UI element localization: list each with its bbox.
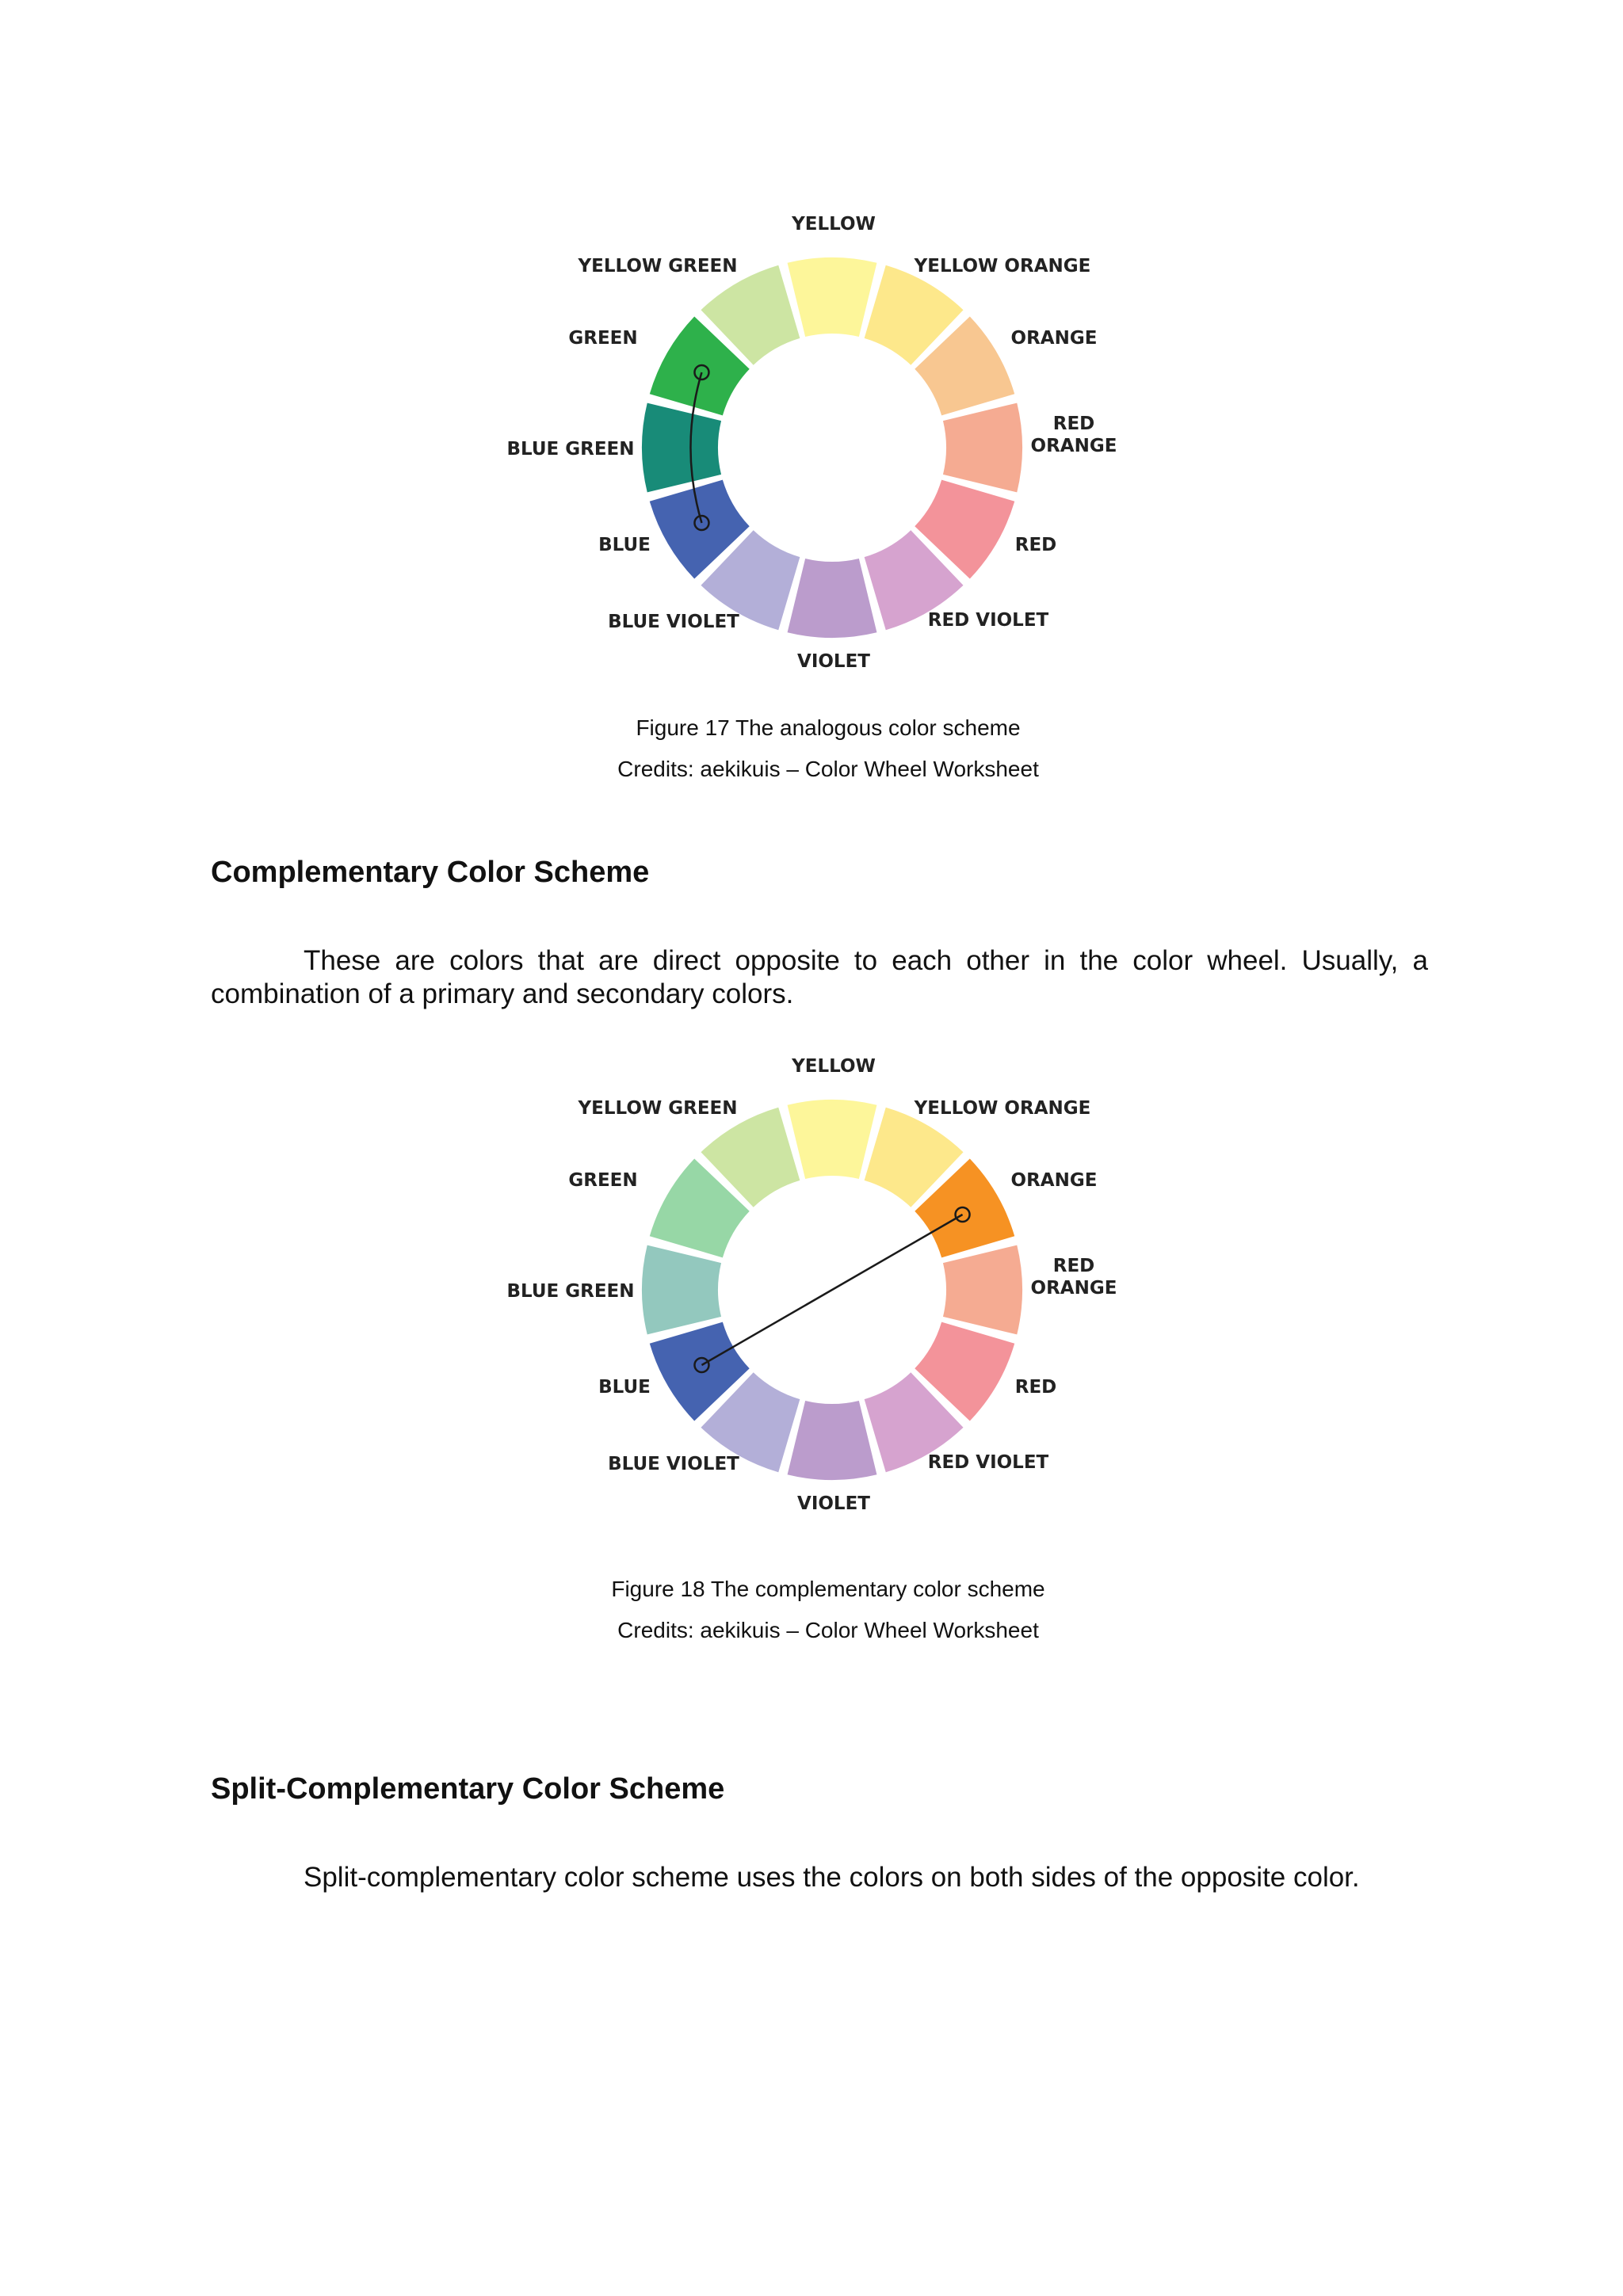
complementary-heading: Complementary Color Scheme (211, 856, 650, 889)
split-complementary-heading: Split-Complementary Color Scheme (211, 1772, 725, 1806)
wheel-label-blue: BLUE (598, 535, 651, 555)
wheel-label-red: RED (1014, 1377, 1057, 1398)
wheel-label-orange: ORANGE (1010, 328, 1098, 349)
wheel-label-red-orange: ORANGE (1030, 1278, 1117, 1299)
wheel-segment-blue-green (642, 1245, 721, 1335)
wheel-label-orange: ORANGE (1010, 1170, 1098, 1191)
wheel-label-yellow: YELLOW (792, 214, 876, 235)
figure-17-credits: Credits: aekikuis – Color Wheel Worksheet (617, 757, 1039, 781)
wheel-label-red: RED (1014, 535, 1057, 555)
wheel-label-red-orange: ORANGE (1030, 436, 1117, 456)
complementary-color-wheel (475, 1040, 1189, 1547)
wheel-label-blue-green: BLUE GREEN (506, 439, 635, 460)
connector-line (701, 1215, 962, 1365)
split-complementary-paragraph: Split-complementary color scheme uses the colors on both sides of the opposite color. (304, 1862, 1360, 1893)
wheel-label-blue-green: BLUE GREEN (506, 1281, 635, 1302)
figure-18-caption: Figure 18 The complementary color scheme (611, 1577, 1045, 1601)
wheel-label-red-violet: RED VIOLET (927, 1452, 1049, 1473)
wheel-label-yellow-orange: YELLOW ORANGE (914, 256, 1091, 277)
wheel-label-yellow-green: YELLOW GREEN (578, 256, 738, 277)
wheel-label-red-orange: RED (1052, 1256, 1095, 1276)
wheel-label-blue-violet: BLUE VIOLET (608, 1454, 739, 1474)
wheel-segment-blue-green (642, 403, 721, 493)
wheel-segment-red-orange (943, 1245, 1022, 1335)
wheel-label-yellow-orange: YELLOW ORANGE (914, 1098, 1091, 1119)
wheel-segment-violet (788, 559, 877, 638)
wheel-label-blue-violet: BLUE VIOLET (608, 612, 739, 632)
wheel-label-violet: VIOLET (797, 651, 870, 672)
wheel-label-violet: VIOLET (797, 1493, 870, 1514)
wheel-segment-red-orange (943, 403, 1022, 493)
figure-18-credits: Credits: aekikuis – Color Wheel Worksheet (617, 1618, 1039, 1642)
wheel-label-green: GREEN (568, 1170, 638, 1191)
wheel-segment-violet (788, 1401, 877, 1480)
complementary-paragraph: These are colors that are direct opposite to each other in the color wheel. Usually, a combination of a primary and secondary colors. (211, 945, 1428, 1009)
analogous-color-wheel (475, 198, 1189, 705)
wheel-label-red-violet: RED VIOLET (927, 610, 1049, 631)
wheel-label-green: GREEN (568, 328, 638, 349)
wheel-label-blue: BLUE (598, 1377, 651, 1398)
wheel-segment-yellow (788, 257, 877, 337)
wheel-label-yellow: YELLOW (792, 1056, 876, 1077)
figure-17-caption: Figure 17 The analogous color scheme (636, 715, 1021, 740)
wheel-label-yellow-green: YELLOW GREEN (578, 1098, 738, 1119)
wheel-segment-yellow (788, 1100, 877, 1179)
wheel-label-red-orange: RED (1052, 414, 1095, 434)
